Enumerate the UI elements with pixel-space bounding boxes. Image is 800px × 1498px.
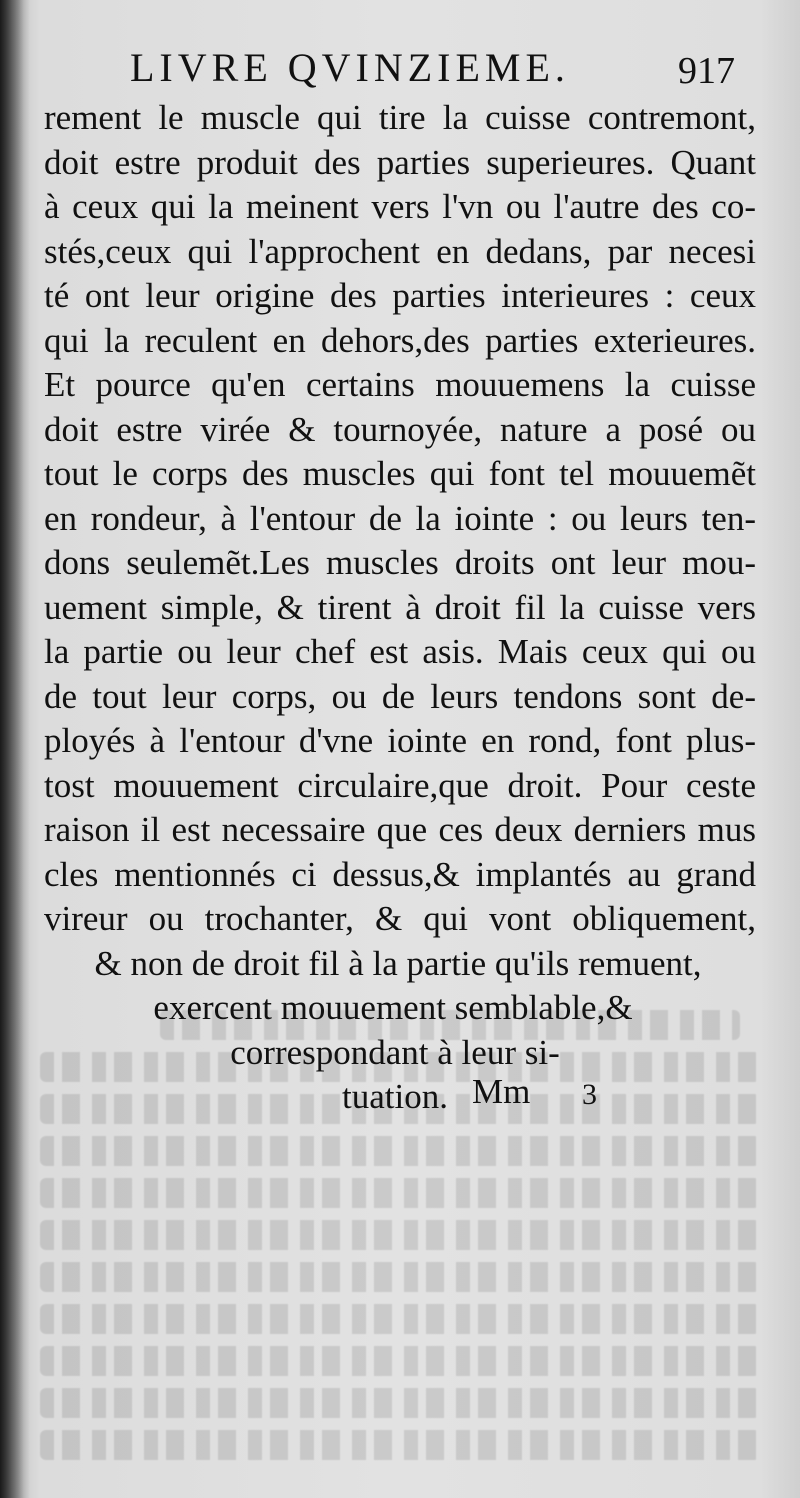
text-line: té ont leur origine des parties interieures : ceux <box>44 276 756 315</box>
signature-mark: Mm <box>472 1072 531 1111</box>
text-line: en rondeur, à l'entour de la iointe : ou leurs ten- <box>44 498 756 538</box>
text-line: stés,ceux qui l'approchent en dedans, par necesi <box>44 231 756 271</box>
text-line: doit estre produit des parties superieures. Quant <box>44 142 756 182</box>
running-head: LIVRE QVINZIEME. <box>130 45 570 90</box>
text-line: Et pource qu'en certains mouuemens la cuisse <box>44 365 756 404</box>
text-line: tost mouuement circulaire,que droit. Pour ceste <box>44 765 756 805</box>
text-line-tapered: correspondant à leur si- <box>230 1032 560 1072</box>
text-line: raison il est necessaire que ces deux derniers mus <box>44 810 756 849</box>
gutter-shadow <box>0 0 30 1498</box>
text-line: doit estre virée & tournoyée, nature a posé ou <box>44 409 756 449</box>
signature-number: 3 <box>582 1078 597 1111</box>
text-line: vireur ou trochanter, & qui vont obliquement, <box>44 899 756 938</box>
text-line: qui la reculent en dehors,des parties exterieures. <box>44 320 756 360</box>
page-number: 917 <box>678 50 735 92</box>
body-text <box>44 96 756 1120</box>
text-line-tapered: tuation. <box>342 1077 448 1116</box>
text-line: à ceux qui la meinent vers l'vn ou l'autre des co- <box>44 187 756 226</box>
text-line: uement simple, & tirent à droit fil la cuisse vers <box>44 587 756 627</box>
text-line: la partie ou leur chef est asis. Mais ceux qui ou <box>44 632 756 671</box>
text-line-tapered: exercent mouuement semblable,& <box>153 988 633 1027</box>
text-line: de tout leur corps, ou de leurs tendons sont de- <box>44 676 756 716</box>
text-line: dons seulemẽt.Les muscles droits ont leur mou- <box>44 543 756 582</box>
text-line: ployés à l'entour d'vne iointe en rond, font plus- <box>44 721 756 760</box>
text-line: tout le corps des muscles qui font tel mouuemẽt <box>44 454 756 493</box>
text-line: cles mentionnés ci dessus,& implantés au grand <box>44 854 756 894</box>
text-line-tapered: & non de droit fil à la partie qu'ils remuent, <box>94 943 702 983</box>
text-line: rement le muscle qui tire la cuisse contremont, <box>44 98 756 137</box>
